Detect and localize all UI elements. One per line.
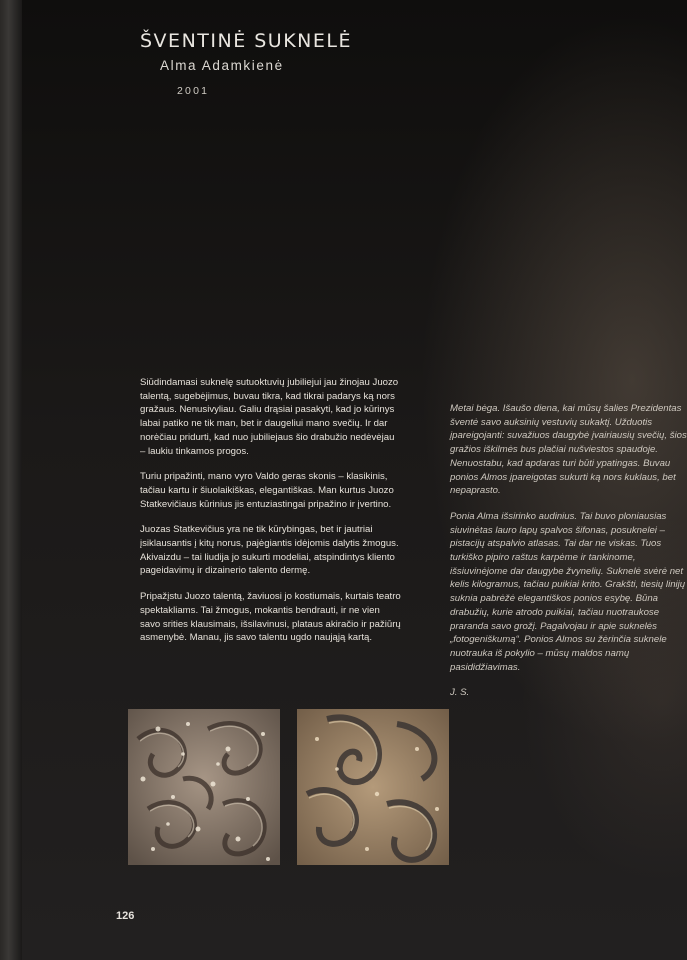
- right-paragraph-1: Metai bėga. Išaušo diena, kai mūsų šalies Prezidentas šventė savo auksinių vestuvių sukaktį. Užduotis įpareigojanti: suvažiuos daugybė įvairiausių svečių, šios gražios iškilmės bus plačiai nušviestos spaudoje. Nenuostabu, kad apdaras turi būti ypatingas. Buvau ponios Almos įpareigotas sukurti ką nors kuklaus, bet nepaprasto.: [450, 403, 687, 497]
- page-number: 126: [116, 910, 135, 922]
- right-signature: J. S.: [450, 687, 470, 699]
- right-paragraph-2: Ponia Alma išsirinko audinius. Tai buvo ploniausias siuvinėtas lauro lapų spalvos šifonas, posuknelei – pistacijų atspalvio atlasas. Tai dar ne viskas. Tuos turkiško pipiro raštus karpėme ir tankinome, išsiuvinėjome dar daugybe žvynelių. Suknelė svėrė net kelis kilogramus, tačiau puikiai krito. Grakšti, tiesių linijų suknia pabrėžė elegantiškos ponios esybę. Būna drabužių, kurie atrodo puikiai, tačiau nuotraukose praranda savo grožį. Pagalvojau ir apie suknelės „fotogeniškumą“. Ponios Almos su žėrinčia suknele nuotrauka iš pokylio – mūsų maldos namų pasididžiavimas.: [450, 510, 686, 673]
- book-page: [22, 0, 687, 960]
- fabric-detail-photo-1: [128, 709, 280, 865]
- author-name: Alma Adamkienė: [160, 58, 284, 73]
- right-text-column: [450, 402, 687, 712]
- book-binding: [0, 0, 22, 960]
- page-title: ŠVENTINĖ SUKNELĖ: [140, 30, 352, 52]
- year-label: 2001: [177, 85, 210, 97]
- left-paragraph-2: Turiu pripažinti, mano vyro Valdo geras skonis – klasikinis, tačiau kartu ir šiuolaikiškas, elegantiškas. Man kurtus Juozo Statkevičiaus kūrinius jis entuziastingai pripažino ir įvertino.: [140, 471, 394, 510]
- left-paragraph-3: Juozas Statkevičius yra ne tik kūrybingas, bet ir jautriai įsiklausantis į kitų norus, pajėgiantis idėjomis dalytis žmogus. Akivaizdu – tai liudija jo sukurti modeliai, atspindintys kliento pageidavimų ir dizainerio talento dermę.: [140, 524, 399, 577]
- left-paragraph-1: Siūdindamasi suknelę sutuoktuvių jubiliejui jau žinojau Juozo talentą, sugebėjimus, buvau tikra, kad tikrai padarys ką nors gražaus. Nenusivyliau. Galiu drąsiai pasakyti, kad jo kūrinys labai patiko ne tik man, bet ir daugeliui mano svečių. Ir dar norėčiau pridurti, kad nuo jubiliejaus šio drabužio nedėvėjau – laukiu tinkamos progos.: [140, 377, 399, 457]
- left-text-column: [140, 376, 402, 657]
- fabric-detail-photo-2: [297, 709, 449, 865]
- left-paragraph-4: Pripažįstu Juozo talentą, žaviuosi jo kostiumais, kurtais teatro spektakliams. Tai žmogus, mokantis bendrauti, ir ne vien savo srities klausimais, išsilavinusi, plataus akiračio ir pažiūrų asmenybė. Manau, jis savo talentu ugdo naująją kartą.: [140, 591, 401, 644]
